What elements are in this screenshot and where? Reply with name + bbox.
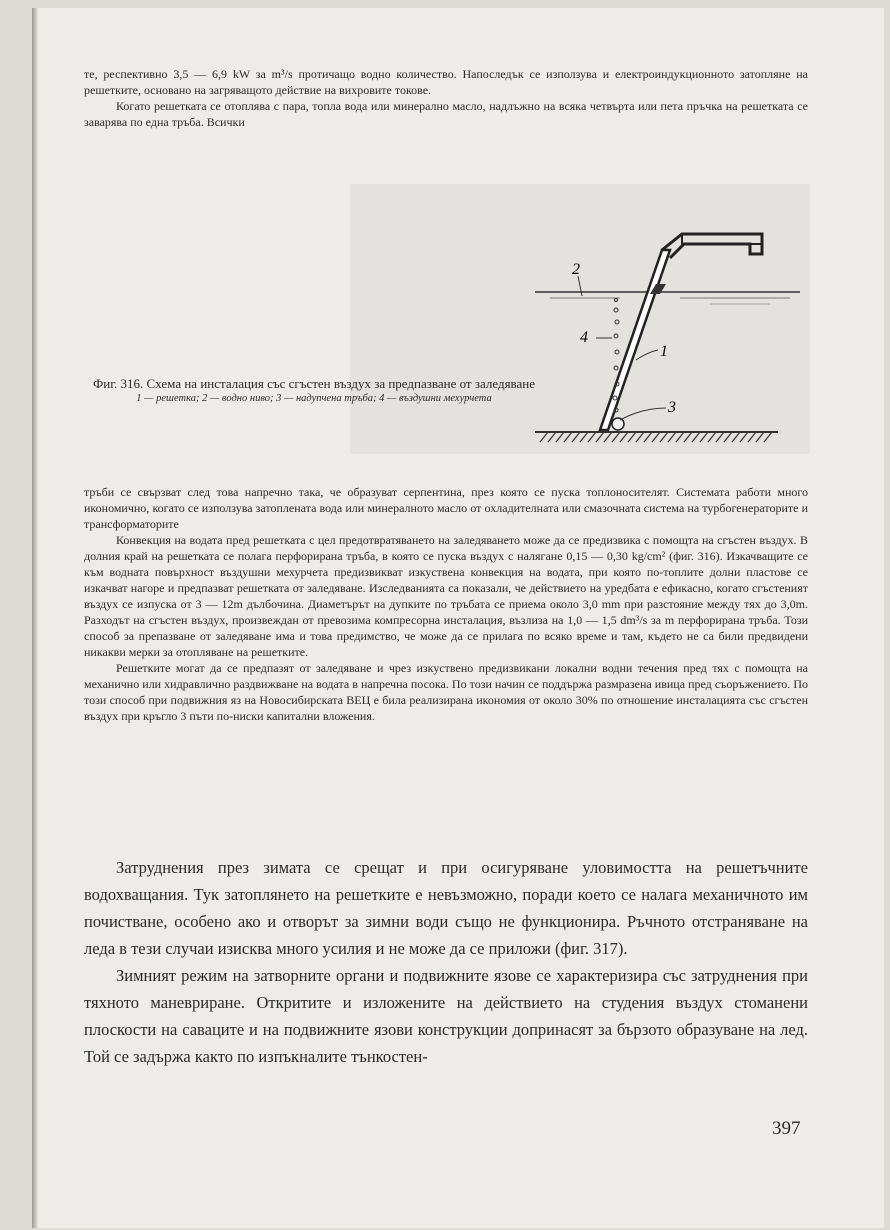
paragraph-winter-regime: Зимният режим на затворните органи и подвижните язове се характеризира със затруднения при тяхното маневриране. Откритите и изложените на действието на студения въздух стоманени плоскости на саваците и на подвижните язови конструкции допринасят за бързото образуване на лед. Той се задържа както по изпъкналите тънкостен- xyxy=(84,966,808,1066)
figure-316 xyxy=(350,184,810,454)
figure-316-diagram xyxy=(350,184,810,454)
steam-heating-paragraph: Когато решетката се отоплява с пара, топла вода или минерално масло, надлъжно на всяка четвърта или пета пръчка на решетката се заварява по една тръба. Всички xyxy=(84,99,808,129)
label-3: 3 xyxy=(668,399,676,416)
paragraph-serpentine: тръби се свързват след това напречно така, че образуват серпентина, през която се пуска топлоносителят. Системата работи много икономично, когато се използува затоплената вода или минералното масло от охладителната или смазочната система на турбогенераторите и трансформаторите xyxy=(84,485,808,531)
caption-title: Фиг. 316. Схема на инсталация със сгъстен въздух за предпазване от заледяване xyxy=(92,376,536,391)
grating-bar xyxy=(600,250,670,430)
label-4: 4 xyxy=(580,329,588,346)
caption-legend: 1 — решетка; 2 — водно ниво; 3 — надупчена тръба; 4 — въздушни мехурчета xyxy=(136,393,492,404)
paragraph-convection: Конвекция на водата пред решетката с цел предотвратяването на заледяването може да се предизвика с помощта на сгъстен въздух. В долния край на решетката се полага перфорирана тръба, в която се пуска въздух с налягане 0,15 — 0,30 kg/cm² (фиг. 316). Изкачващите се към водната повърхност въздушни мехурчета предизвикват изкуствена конвекция на водата, при която по-топлите долни пластове се изкачват нагоре и предпазват решетката от заледяване. Изследванията са показали, че действието на уредбата е ефикасно, когато сгъстеният въздух се изпуска от 3 — 12m дълбочина. Диаметърът на дупките по тръбата се приема около 3,0 mm при разстояние между тях до 3,0m. Разходът на сгъстен въздух, произвеждан от превозима компресорна инсталация, възлиза на 1,0 — 1,5 dm³/s за m перфорирана тръба. Този способ за препазване от заледяване има и това предимство, че може да се прилага по всяко време и там, където не са били предвидени никакви мерки за отопляване на решетките. xyxy=(84,533,808,659)
perforated-pipe xyxy=(612,418,624,430)
body-large-block xyxy=(84,854,808,1070)
page-number: 397 xyxy=(772,1118,801,1139)
top-paragraph: те, респективно 3,5 — 6,9 kW за m³/s протичащо водно количество. Напоследък се използува и електроиндукционното затопляне на решетките, основано на загряващото действие на вихровите токове. xyxy=(84,67,808,97)
paragraph-local-currents: Решетките могат да се предпазят от заледяване и чрез изкуствено предизвикани локални водни течения пред тях с помощта на механично или хидравлично раздвижване на водата в напречна посока. По този начин се поддържа размразена ивица пред съоръжението. По този способ при подвижния яз на Новосибирската ВЕЦ е била реализирана икономия от около 30% по отношение инсталацията със сгъстен въздух при кръгло 3 пъти по-ниски капитални вложения. xyxy=(84,661,808,723)
body-small-block xyxy=(84,484,808,724)
label-1: 1 xyxy=(660,343,668,360)
paragraph-winter-difficulties: Затруднения през зимата се срещат и при осигуряване уловимостта на решетъчните водохващания. Тук затоплянето на решетките е невъзможно, поради което се налага механичното им почистване, особено ако и отворът за зимни води също не функционира. Ръчното отстраняване на леда в тези случаи изисква много усилия и не може да се приложи (фиг. 317). xyxy=(84,858,808,958)
label-2: 2 xyxy=(572,261,580,278)
top-deck xyxy=(662,234,762,258)
figure-caption xyxy=(84,375,544,406)
top-text-block xyxy=(84,66,808,130)
ground-hatching xyxy=(540,432,772,442)
